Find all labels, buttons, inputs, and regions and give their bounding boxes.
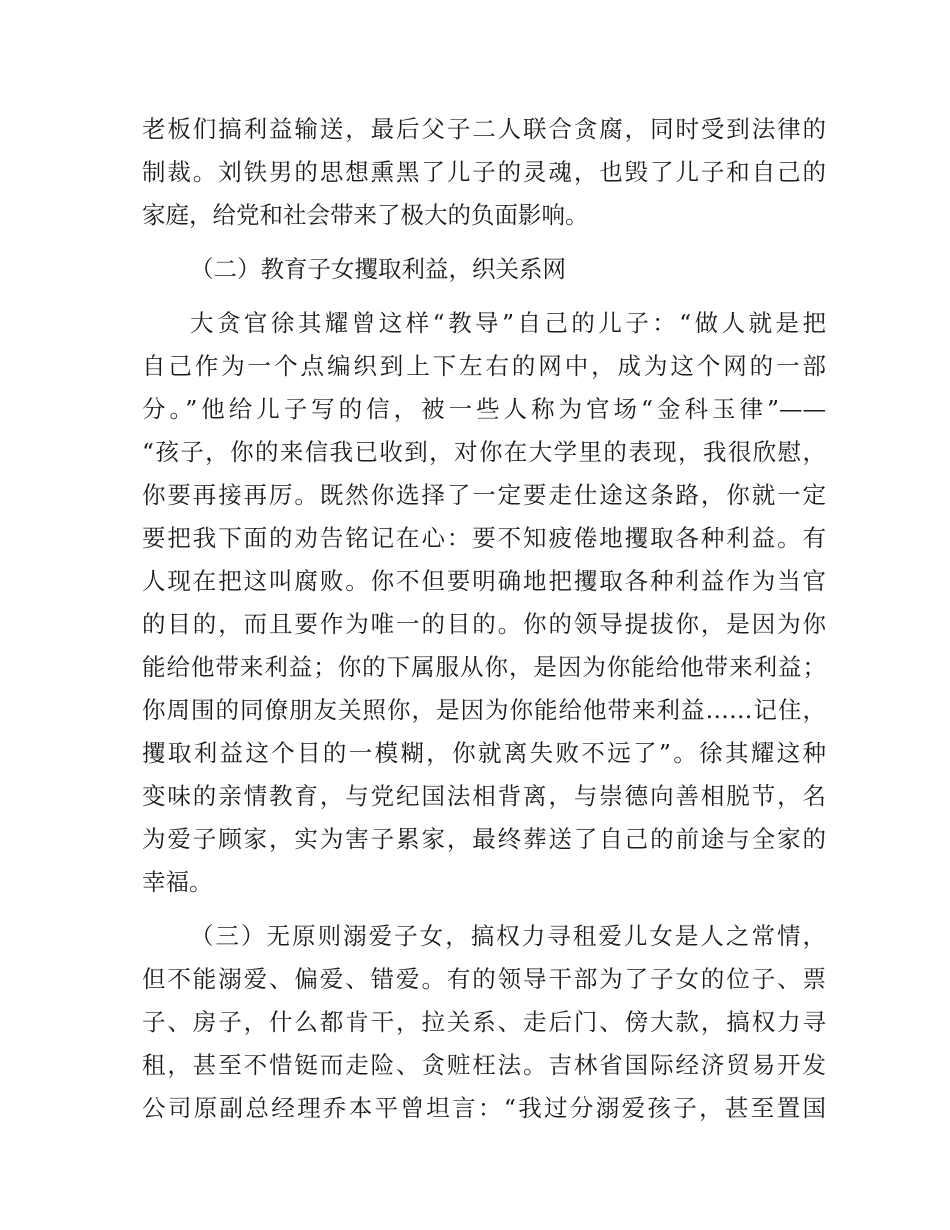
text-line: 你要再接再厉。既然你选择了一定要走仕途这条路，你就一定 xyxy=(142,481,826,509)
text-line: 的目的，而且要作为唯一的目的。你的领导提拔你，是因为你 xyxy=(142,610,826,638)
text-line: “孩子，你的来信我已收到，对你在大学里的表现，我很欣慰， xyxy=(142,438,826,466)
text-line: 攫取利益这个目的一模糊，你就离失败不远了”。徐其耀这种 xyxy=(142,739,826,767)
text-line: 家庭，给党和社会带来了极大的负面影响。 xyxy=(142,201,589,229)
text-line: 幸福。 xyxy=(142,868,213,896)
text-line: 子、房子，什么都肯干，拉关系、走后门、傍大款，搞权力寻 xyxy=(142,1008,826,1036)
text-line: 能给他带来利益；你的下属服从你，是因为你能给他带来利益； xyxy=(142,653,826,681)
text-line: 你周围的同僚朋友关照你，是因为你能给他带来利益……记住， xyxy=(142,696,826,724)
text-line: 老板们搞利益输送，最后父子二人联合贪腐，同时受到法律的 xyxy=(142,115,826,143)
text-line: 人现在把这叫腐败。你不但要明确地把攫取各种利益作为当官 xyxy=(142,567,826,595)
text-line: 要把我下面的劝告铭记在心：要不知疲倦地攫取各种利益。有 xyxy=(142,524,826,552)
text-line: 公司原副总经理乔本平曾坦言：“我过分溺爱孩子，甚至置国 xyxy=(142,1094,826,1122)
paragraph xyxy=(142,302,826,904)
body-text xyxy=(142,108,826,1130)
paragraph xyxy=(142,915,826,1130)
text-line: （三）无原则溺爱子女，搞权力寻租爱儿女是人之常情， xyxy=(190,922,826,950)
text-line: 分。”他给儿子写的信，被一些人称为官场“金科玉律”—— xyxy=(142,395,826,423)
text-line: 大贪官徐其耀曾这样“教导”自己的儿子：“做人就是把 xyxy=(190,309,826,337)
text-line: 自己作为一个点编织到上下左右的网中，成为这个网的一部 xyxy=(142,352,826,380)
text-line: 租，甚至不惜铤而走险、贪赃枉法。吉林省国际经济贸易开发 xyxy=(142,1051,826,1079)
text-line: 为爱子顾家，实为害子累家，最终葬送了自己的前途与全家的 xyxy=(142,825,826,853)
text-line: 变味的亲情教育，与党纪国法相背离，与崇德向善相脱节，名 xyxy=(142,782,826,810)
paragraph xyxy=(142,108,826,237)
section-heading: （二）教育子女攫取利益，织关系网 xyxy=(190,255,566,283)
text-line: 制裁。刘铁男的思想熏黑了儿子的灵魂，也毁了儿子和自己的 xyxy=(142,158,826,186)
text-line: 但不能溺爱、偏爱、错爱。有的领导干部为了子女的位子、票 xyxy=(142,965,826,993)
